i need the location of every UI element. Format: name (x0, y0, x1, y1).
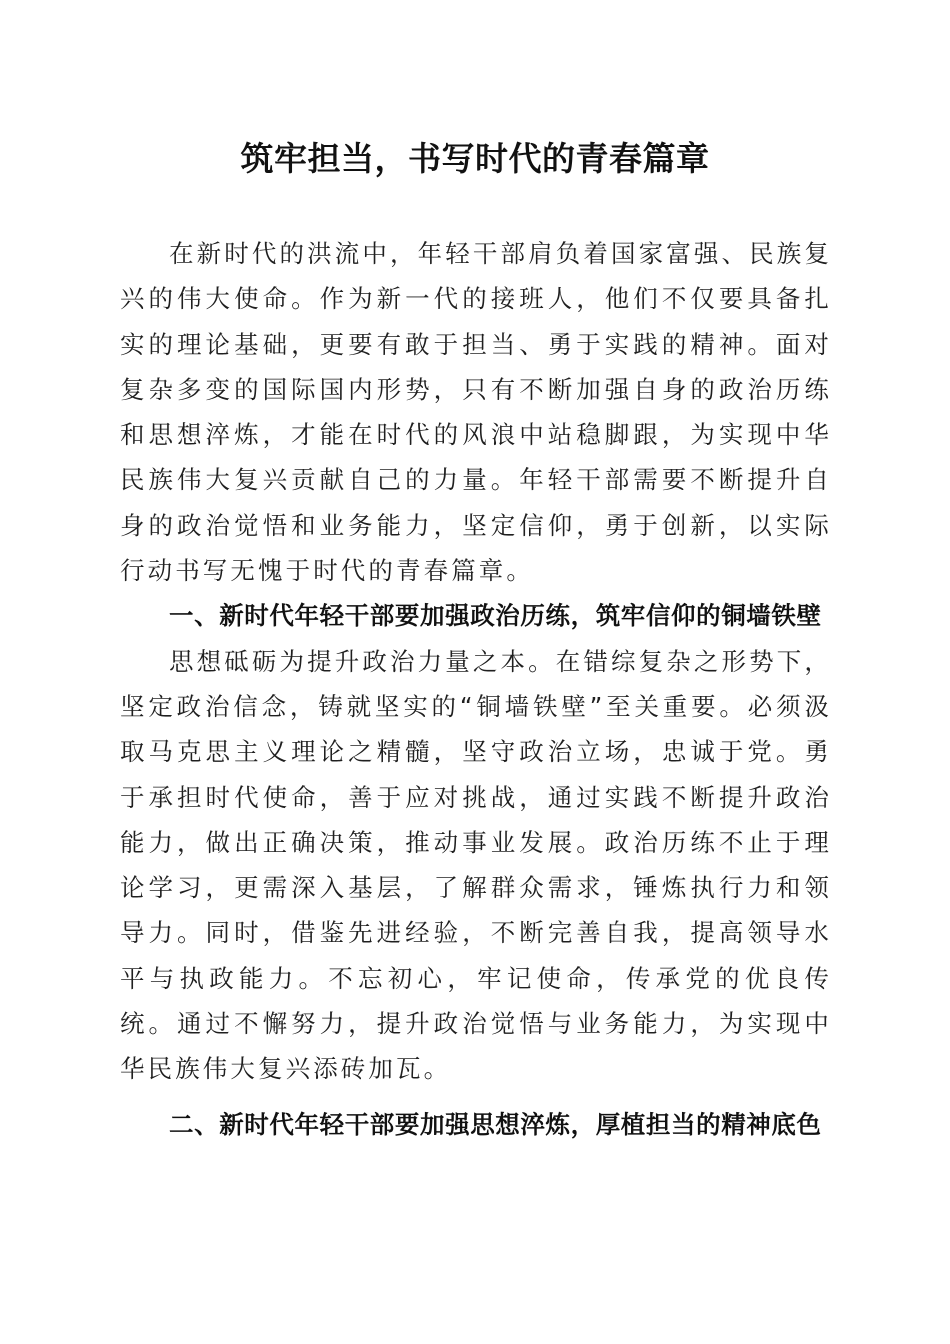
intro-paragraph: 在新时代的洪流中，年轻干部肩负着国家富强、民族复兴的伟大使命。作为新一代的接班人，他们不仅要具备扎实的理论基础，更要有敢于担当、勇于实践的精神。面对复杂多变的国际国内形势，只有不断加强自身的政治历练和思想淬炼，才能在时代的风浪中站稳脚跟，为实现中华民族伟大复兴贡献自己的力量。年轻干部需要不断提升自身的政治觉悟和业务能力，坚定信仰，勇于创新，以实际行动书写无愧于时代的青春篇章。 (120, 239, 832, 586)
section-1-paragraph: 思想砥砺为提升政治力量之本。在错综复杂之形势下，坚定政治信念，铸就坚实的“铜墙铁壁”至关重要。必须汲取马克思主义理论之精髓，坚守政治立场，忠诚于党。勇于承担时代使命，善于应对挑战，通过实践不断提升政治能力，做出正确决策，推动事业发展。政治历练不止于理论学习，更需深入基层，了解群众需求，锤炼执行力和领导力。同时，借鉴先进经验，不断完善自我，提高领导水平与执政能力。不忘初心，牢记使命，传承党的优良传统。通过不懈努力，提升政治觉悟与业务能力，为实现中华民族伟大复兴添砖加瓦。 (120, 646, 832, 1084)
section-2-heading: 二、新时代年轻干部要加强思想淬炼，厚植担当的精神底色 (169, 1109, 822, 1139)
section-1-heading: 一、新时代年轻干部要加强政治历练，筑牢信仰的铜墙铁壁 (169, 601, 822, 631)
document-body (120, 231, 832, 1147)
document-title: 筑牢担当，书写时代的青春篇章 (240, 139, 710, 178)
